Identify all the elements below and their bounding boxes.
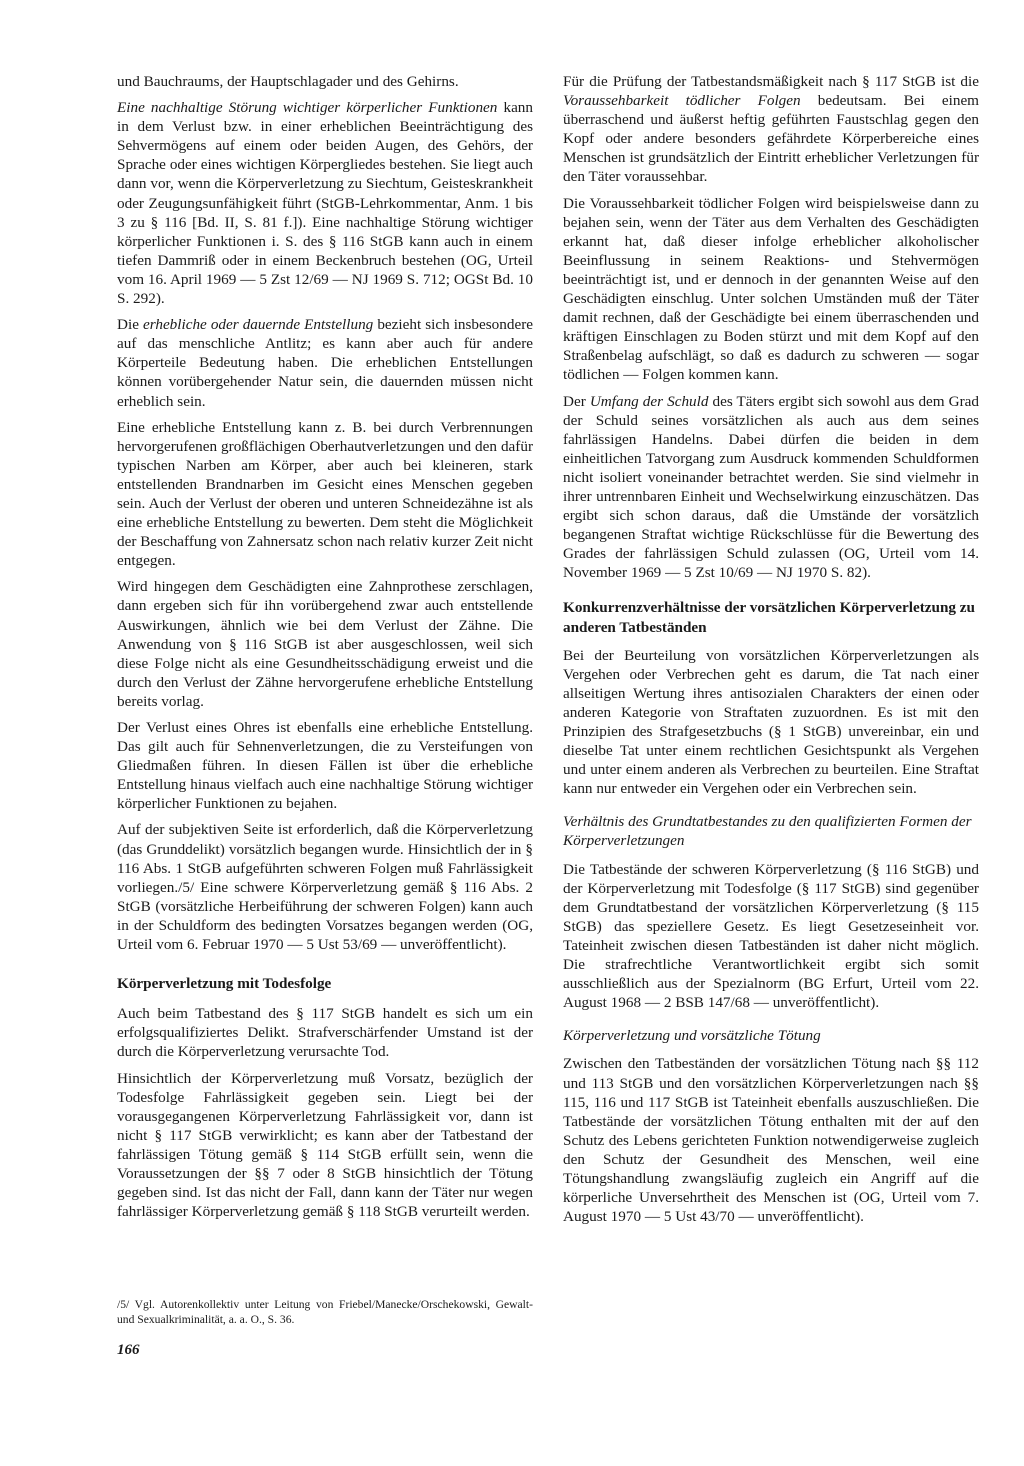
paragraph	[563, 392, 979, 583]
paragraph	[117, 315, 533, 410]
paragraph: Der Verlust eines Ohres ist ebenfalls eine erhebliche Entstellung. Das gilt auch für Sehnenverletzungen, die zu Versteifungen von Gliedmaßen führen. In diesen Fällen ist über die erhebliche Entstellung hinaus vielfach auch eine nachhaltige Störung wichtiger körperlicher Funktionen zu bejahen.	[117, 719, 533, 813]
paragraph: Auf der subjektiven Seite ist erforderlich, daß die Körperverletzung (das Grunddelikt) vorsätzlich begangen wurde. Hinsichtlich der in § 116 Abs. 1 StGB aufgeführten schweren Folgen muß Fahrlässigkeit vorliegen./5/ Eine schwere Körperverletzung gemäß § 116 Abs. 2 StGB (vorsätzliche Herbeiführung der schweren Folgen) kann auch in der Schuldform des bedingten Vorsatzes begangen werden (OG, Urteil vom 6. Februar 1970 — 5 Ust 53/69 — unveröffentlicht).	[117, 821, 533, 954]
paragraph: und Bauchraums, der Hauptschlagader und des Gehirns.	[117, 73, 459, 90]
paragraph: Bei der Beurteilung von vorsätzlichen Körperverletzungen als Vergehen oder Verbrechen geht es darum, die Tat nach einer allseitigen Wertung ihres antisozialen Charakters der einen oder anderen Kategorie von Straftaten zuzuordnen. Es ist mit den Prinzipien des Strafgesetzbuchs (§ 1 StGB) unvereinbar, ein und dieselbe Tat unter einem rechtlichen Gesichtspunkt als Vergehen und unter einem anderen als Verbrechen zu beurteilen. Eine Straftat kann nur entweder ein Vergehen oder ein Verbrechen sein.	[563, 646, 979, 798]
subsection-heading: Verhältnis des Grundtatbestandes zu den qualifizierten Formen der Körperverletzungen	[563, 813, 972, 850]
paragraph: Zwischen den Tatbeständen der vorsätzlichen Tötung nach §§ 112 und 113 StGB und den vorsätzlichen Körperverletzungen nach §§ 115, 116 und 117 StGB ist Tateinheit ebenfalls auszuschließen. Die Tatbestände der vorsätzlichen Tötung enthalten mit der auf den Schutz des Lebens gerichteten Funktion notwendigerweise zugleich den Schutz der Gesundheit des Menschen, weil eine Tötungshandlung zwangsläufig zugleich ein Angriff auf die körperliche Unversehrtheit des Menschen ist (OG, Urteil vom 7. August 1970 — 5 Ust 43/70 — unveröffentlicht).	[563, 1055, 979, 1226]
emphasis: Voraussehbarkeit tödlicher Folgen	[563, 92, 801, 110]
text: des Täters ergibt sich sowohl aus dem Grad der Schuld seines vorsätzlichen als auch aus dem seines fahrlässigen Handelns. Dabei dürfen die beiden in dem einheitlichen Tatvorgang zum Ausdruck kommenden Schuldformen nicht isoliert voneinander betrachtet werden. Sie sind vielmehr in ihrer untrennbaren Einheit und Wechselwirkung einzuschätzen. Das ergibt sich schon daraus, daß die Umstände der vorsätzlich begangenen Straftat wichtige Rückschlüsse für die Bewertung des Grades der fahrlässigen Schuld zulassen (OG, Urteil vom 14. November 1969 — 5 Zst 10/69 — NJ 1970 S. 82).	[563, 392, 979, 582]
subsection-heading: Körperverletzung und vorsätzliche Tötung	[563, 1027, 821, 1045]
section-heading: Körperverletzung mit Todesfolge	[117, 975, 332, 993]
paragraph: Auch beim Tatbestand des § 117 StGB handelt es sich um ein erfolgsqualifiziertes Delikt. Strafverschärfender Umstand ist der durch die Körperverletzung verursachte Tod.	[117, 1005, 533, 1061]
emphasis: erhebliche oder dauernde Entstellung	[142, 316, 374, 334]
text: Die	[117, 316, 143, 334]
paragraph	[563, 72, 979, 187]
paragraph: Wird hingegen dem Geschädigten eine Zahnprothese zerschlagen, dann ergeben sich für ihn vorübergehend zwar auch entstellende Auswirkungen, ähnlich wie bei dem Verlust der Zähne. Die Anwendung von § 116 StGB ist aber ausgeschlossen, weil sich diese Folge nicht als eine Gesundheitsschädigung erweist und die durch den Verlust der Zähne hervorgerufene erhebliche Entstellung bereits vorlag.	[117, 578, 533, 710]
section-heading: Konkurrenzverhältnisse der vorsätzlichen Körperverletzung zu anderen Tatbeständen	[563, 599, 975, 636]
right-column	[563, 72, 979, 1233]
paragraph: Hinsichtlich der Körperverletzung muß Vorsatz, bezüglich der Todesfolge Fahrlässigkeit gegeben sein. Liegt bei der vorausgegangenen Körperverletzung Fahrlässigkeit vor, dann ist nicht § 117 StGB verwirklicht; es kann aber der Tatbestand der fahrlässigen Tötung gemäß § 114 StGB erfüllt sein, wenn die Voraussetzungen der §§ 7 oder 8 StGB hinsichtlich der Tötung gegeben sind. Ist das nicht der Fall, dann kann der Täter nur wegen fahrlässiger Körperverletzung gemäß § 118 StGB verurteilt werden.	[117, 1069, 533, 1221]
emphasis: Eine nachhaltige Störung wichtiger körperlicher Funktionen	[117, 99, 498, 117]
text: kann in dem Verlust bzw. in einer erheblichen Beeinträchtigung des Sehvermögens auf einem oder beiden Augen, des Gehörs, der Sprache oder eines wichtigen Körpergliedes bestehen. Sie liegt auch dann vor, wenn die Körperverletzung zu Siechtum, Geisteskrankheit oder Zeugungsunfähigkeit führt (StGB-Lehrkommentar, Anm. 1 bis 3 zu § 116 [Bd. II, S. 81 f.]). Eine nachhaltige Störung wichtiger körperlicher Funktionen i. S. des § 116 StGB kann auch in einem tiefen Dammriß oder in einem Beckenbruch bestehen (OG, Urteil vom 16. April 1969 — 5 Zst 12/69 — NJ 1969 S. 712; OGSt Bd. 10 S. 292).	[117, 99, 533, 308]
text: Der	[563, 392, 590, 410]
paragraph: Die Voraussehbarkeit tödlicher Folgen wird beispielsweise dann zu bejahen sein, wenn der Täter aus dem Verhalten des Geschädigten erkannt hat, daß dieser infolge erheblicher alkoholischer Beeinflussung in seinem Reaktions- und Stehvermögen beeinträchtigt ist, und er dennoch in der genannten Weise auf den Geschädigten einschlug. Unter solchen Umständen muß der Täter damit rechnen, daß der Geschädigte bei einem überraschenden und kräftigen Einschlagen zu Boden stürzt und mit dem Kopf auf den Straßenbelag aufschlägt, so daß es dadurch zu schweren — sogar tödlichen — Folgen kommen kann.	[563, 194, 979, 384]
paragraph: Eine erhebliche Entstellung kann z. B. bei durch Verbrennungen hervorgerufenen großflächigen Oberhautverletzungen und den dafür typischen Narben am Körper, aber auch bei kleineren, stark entstellenden Brandnarben im Gesicht eines Menschen gegeben sein. Auch der Verlust der oberen und unteren Schneidezähne ist als eine erhebliche Entstellung zu bewerten. Dem steht die Möglichkeit der Beschaffung von Zahnersatz schon nach relativ kurzer Zeit nicht entgegen.	[117, 418, 533, 570]
text: bedeutsam. Bei einem überraschend und äußerst heftig geführten Faustschlag gegen den Kopf oder andere besonders gefährdete Körperbereiche eines Menschen ist grundsätzlich der Eintritt erheblicher Verletzungen für den Täter voraussehbar.	[563, 92, 979, 186]
text: Für die Prüfung der Tatbestandsmäßigkeit nach § 117 StGB ist die	[563, 73, 979, 90]
page-number: 166	[117, 1342, 140, 1358]
paragraph	[117, 98, 533, 308]
footnote: /5/ Vgl. Autorenkollektiv unter Leitung von Friebel/Manecke/Orschekowski, Gewalt- und Sexualkriminalität, a. a. O., S. 36.	[117, 1298, 533, 1326]
emphasis: Umfang der Schuld	[589, 392, 709, 410]
text: bezieht sich insbesondere auf das menschliche Antlitz; es kann aber auch für andere Körperteile Bedeutung haben. Die erheblichen Entstellungen können vorübergehender Natur sein, die dauernden müssen nicht erheblich sein.	[117, 316, 533, 410]
paragraph: Die Tatbestände der schweren Körperverletzung (§ 116 StGB) und der Körperverletzung mit Todesfolge (§ 117 StGB) sind gegenüber dem Grundtatbestand der vorsätzlichen Körperverletzung (§ 115 StGB) das speziellere Gesetz. Es liegt Gesetzeseinheit vor. Tateinheit zwischen diesen Tatbeständen ist daher nicht möglich. Die strafrechtliche Verantwortlichkeit ergibt sich somit ausschließlich aus der Spezialnorm (BG Erfurt, Urteil vom 22. August 1968 — 2 BSB 147/68 — unveröffentlicht).	[563, 860, 979, 1012]
left-column	[117, 72, 533, 1228]
